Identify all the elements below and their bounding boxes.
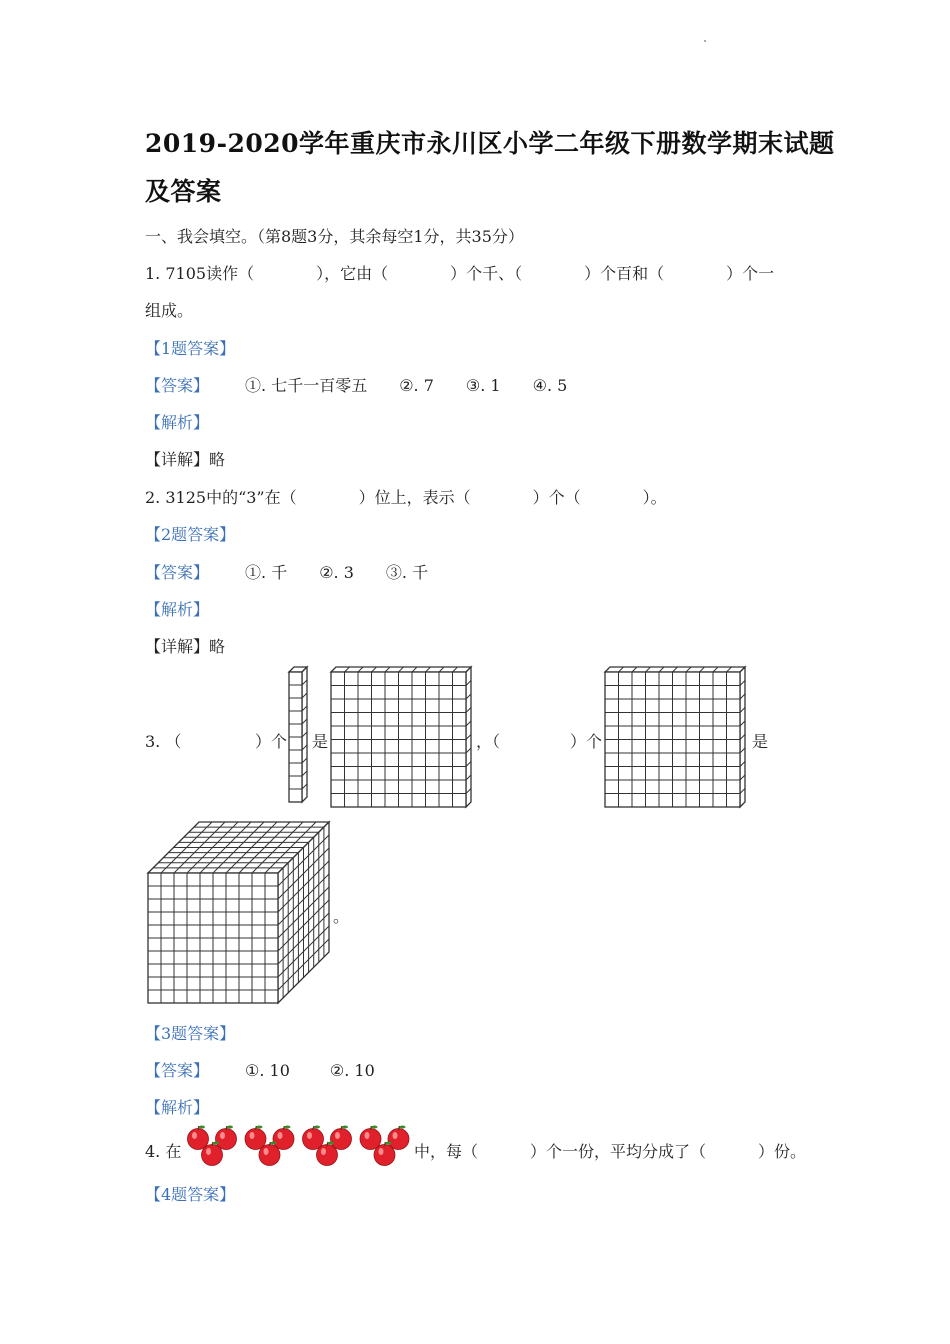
q3-answer-row: [145, 1058, 375, 1081]
q2-part3: ）个（: [532, 488, 581, 507]
q2-part4: ）。: [642, 488, 667, 507]
q1-part4: ）个百和（: [584, 264, 665, 283]
q1-part3: ）个千、（: [450, 264, 523, 283]
doc-title-line2: 及答案: [145, 177, 222, 206]
q2-answer-2: ②. 3: [319, 563, 354, 582]
apple-icon: [360, 1126, 381, 1150]
q1-part1: 1. 7105读作（: [145, 264, 255, 283]
q4-answer-header: 【4题答案】: [145, 1185, 236, 1204]
apple-icon: [388, 1126, 409, 1150]
q1-detail-text: 略: [209, 450, 226, 469]
q4-tail: [414, 1139, 806, 1162]
q3-part7: 。: [333, 907, 350, 926]
apple-icon: [303, 1126, 324, 1150]
q2-answer-1: ①. 千: [245, 563, 288, 582]
q4-part4: ）份。: [758, 1142, 807, 1161]
hundred-flat-figure-2: [602, 664, 752, 812]
q1-answer-row: [145, 373, 567, 396]
q2-detail-text: 略: [209, 637, 226, 656]
apple-icon: [331, 1126, 352, 1150]
q2-part1: 2. 3125中的“3”在（: [145, 488, 297, 507]
q1-part5: ）个一: [726, 264, 775, 283]
apple-groups-figure: [186, 1124, 414, 1170]
q4-part3: ）个一份，平均分成了（: [530, 1142, 707, 1161]
doc-title-line1: 2019-2020学年重庆市永川区小学二年级下册数学期末试题: [145, 129, 835, 158]
q3-part1: 3. （: [145, 732, 182, 751]
q1-answer-1: ①. 七千一百零五: [245, 376, 368, 395]
ten-rod-figure: [286, 664, 312, 812]
q1-analysis: 【解析】: [145, 413, 210, 432]
q1-part2: ），它由（: [316, 264, 389, 283]
q3-answer-2: ②. 10: [329, 1061, 375, 1080]
q3-answer-label: 【答案】: [145, 1061, 210, 1080]
q1-detail: [145, 447, 225, 470]
apple-icon: [273, 1126, 294, 1150]
question-2: [145, 485, 667, 508]
apple-icon: [245, 1126, 266, 1150]
q3-part3: 是: [312, 732, 329, 751]
q3-part5: ）个: [570, 732, 603, 751]
q2-detail: [145, 634, 225, 657]
q1-answer-4: ④. 5: [532, 376, 568, 395]
q2-part2: ）位上，表示（: [358, 488, 471, 507]
q2-answer-3: ③. 千: [385, 563, 429, 582]
q1-answer-3: ③. 1: [465, 376, 501, 395]
q1-answer-2: ②. 7: [399, 376, 434, 395]
q4-part2: 中，每（: [414, 1142, 479, 1161]
q4-part1: 4. 在: [145, 1142, 182, 1161]
q2-answer-label: 【答案】: [145, 563, 210, 582]
thousand-cube-figure: [145, 818, 335, 1008]
q3-answer-1: ①. 10: [245, 1061, 290, 1080]
q3-analysis: 【解析】: [145, 1098, 210, 1117]
q3-answer-header: 【3题答案】: [145, 1024, 236, 1043]
q1-answer-label: 【答案】: [145, 376, 210, 395]
q3-part4: ，（: [476, 732, 501, 751]
question-1: [145, 261, 774, 284]
q3-part2: ）个: [255, 732, 288, 751]
q1-answer-header: 【1题答案】: [145, 339, 236, 358]
hundred-flat-figure-1: [328, 664, 478, 812]
q2-answer-header: 【2题答案】: [145, 525, 236, 544]
section-heading: 一、我会填空。（第8题3分，其余每空1分，共35分）: [145, 227, 524, 246]
q2-detail-label: 【详解】: [145, 637, 210, 656]
q3-part6: 是: [752, 732, 769, 751]
q1-detail-label: 【详解】: [145, 450, 210, 469]
q2-answer-row: [145, 560, 428, 583]
q1-continuation: 组成。: [145, 301, 194, 320]
q2-analysis: 【解析】: [145, 600, 210, 619]
page-speck: [704, 40, 706, 42]
apple-icon: [188, 1126, 209, 1150]
apple-icon: [216, 1126, 237, 1150]
